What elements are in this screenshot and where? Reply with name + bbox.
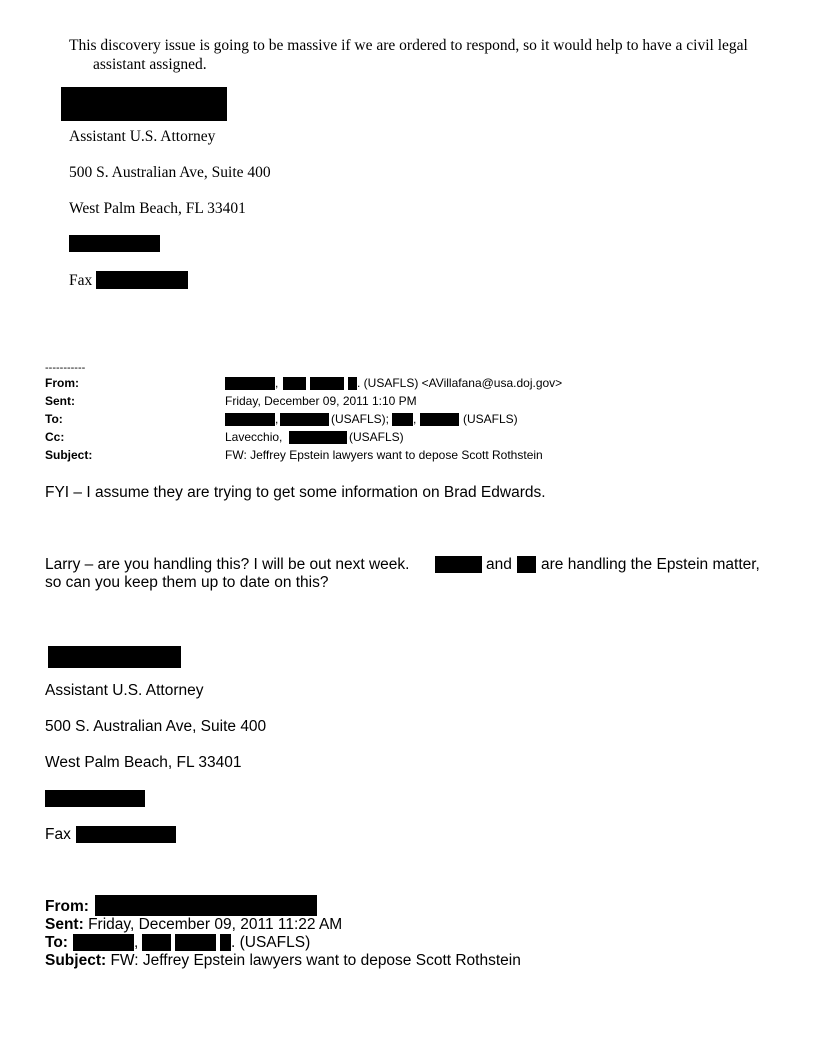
- subject-label: Subject:: [45, 448, 93, 462]
- redaction-to-2-d: [220, 934, 231, 951]
- from-label-2: From:: [45, 898, 89, 915]
- redaction-name-2: [48, 646, 181, 668]
- paragraph-line-2: assistant assigned.: [93, 56, 207, 73]
- signature-title: Assistant U.S. Attorney: [69, 128, 216, 145]
- redaction-to-2-c: [175, 934, 216, 951]
- to-comma-2: ,: [413, 412, 417, 426]
- fax-label-2: Fax: [45, 826, 71, 843]
- signature-address-line2: West Palm Beach, FL 33401: [69, 200, 246, 217]
- sent-label: Sent:: [45, 394, 75, 408]
- header-divider: -----------: [45, 362, 86, 374]
- redaction-cc: [289, 431, 347, 444]
- to-comma-2a: ,: [134, 934, 139, 951]
- redaction-to-2-a: [73, 934, 134, 951]
- signature-address-line1: 500 S. Australian Ave, Suite 400: [69, 164, 271, 181]
- redaction-to-2-b: [142, 934, 171, 951]
- signature-address-line2-2: West Palm Beach, FL 33401: [45, 754, 242, 771]
- redaction-to-2: [280, 413, 329, 426]
- from-value: . (USAFLS) <AVillafana@usa.doj.gov>: [357, 376, 563, 390]
- sent-line-2: Sent: Friday, December 09, 2011 11:22 AM: [45, 916, 343, 933]
- larry-line-part1: Larry – are you handling this? I will be out next week.: [45, 556, 410, 573]
- from-label: From:: [45, 376, 79, 390]
- redaction-to-4: [420, 413, 459, 426]
- redaction-to-1: [225, 413, 275, 426]
- redaction-from-4: [348, 377, 357, 390]
- to-label-2: To:: [45, 934, 68, 951]
- redaction-name: [61, 87, 227, 121]
- larry-line-2: so can you keep them up to date on this?: [45, 574, 329, 591]
- subject-line-2: Subject: FW: Jeffrey Epstein lawyers want to depose Scott Rothstein: [45, 952, 521, 969]
- paragraph-line-1: This discovery issue is going to be massive if we are ordered to respond, so it would help to have a civil legal: [69, 37, 748, 54]
- redaction-fax-2: [76, 826, 176, 843]
- cc-label: Cc:: [45, 430, 65, 444]
- to-comma-1: ,: [275, 412, 279, 426]
- larry-and: and: [486, 556, 512, 573]
- redaction-phone-2: [45, 790, 145, 807]
- redaction-from-3: [310, 377, 344, 390]
- to-value-2: . (USAFLS): [231, 934, 311, 951]
- redaction-from-1: [225, 377, 275, 390]
- redaction-from-2-line: [95, 895, 317, 916]
- redaction-phone: [69, 235, 160, 252]
- redaction-fax: [96, 271, 188, 289]
- larry-line-part2: are handling the Epstein matter,: [541, 556, 760, 573]
- to-label: To:: [45, 412, 63, 426]
- to-usafls-2: (USAFLS): [463, 412, 518, 426]
- sent-value-2: Friday, December 09, 2011 11:22 AM: [88, 916, 343, 933]
- fyi-line: FYI – I assume they are trying to get some information on Brad Edwards.: [45, 484, 546, 501]
- redaction-body-2: [517, 556, 536, 573]
- signature-address-line1-2: 500 S. Australian Ave, Suite 400: [45, 718, 267, 735]
- redaction-to-3: [392, 413, 413, 426]
- cc-name: Lavecchio,: [225, 430, 283, 444]
- fax-label: Fax: [69, 272, 93, 289]
- redaction-body-1: [435, 556, 482, 573]
- from-comma: ,: [275, 376, 279, 390]
- subject-value: FW: Jeffrey Epstein lawyers want to depose Scott Rothstein: [225, 448, 543, 462]
- subject-value-2: FW: Jeffrey Epstein lawyers want to depose Scott Rothstein: [110, 952, 521, 969]
- redaction-from-2: [283, 377, 306, 390]
- sent-value: Friday, December 09, 2011 1:10 PM: [225, 394, 417, 408]
- signature-title-2: Assistant U.S. Attorney: [45, 682, 204, 699]
- to-usafls-1: (USAFLS);: [331, 412, 390, 426]
- cc-usafls: (USAFLS): [349, 430, 404, 444]
